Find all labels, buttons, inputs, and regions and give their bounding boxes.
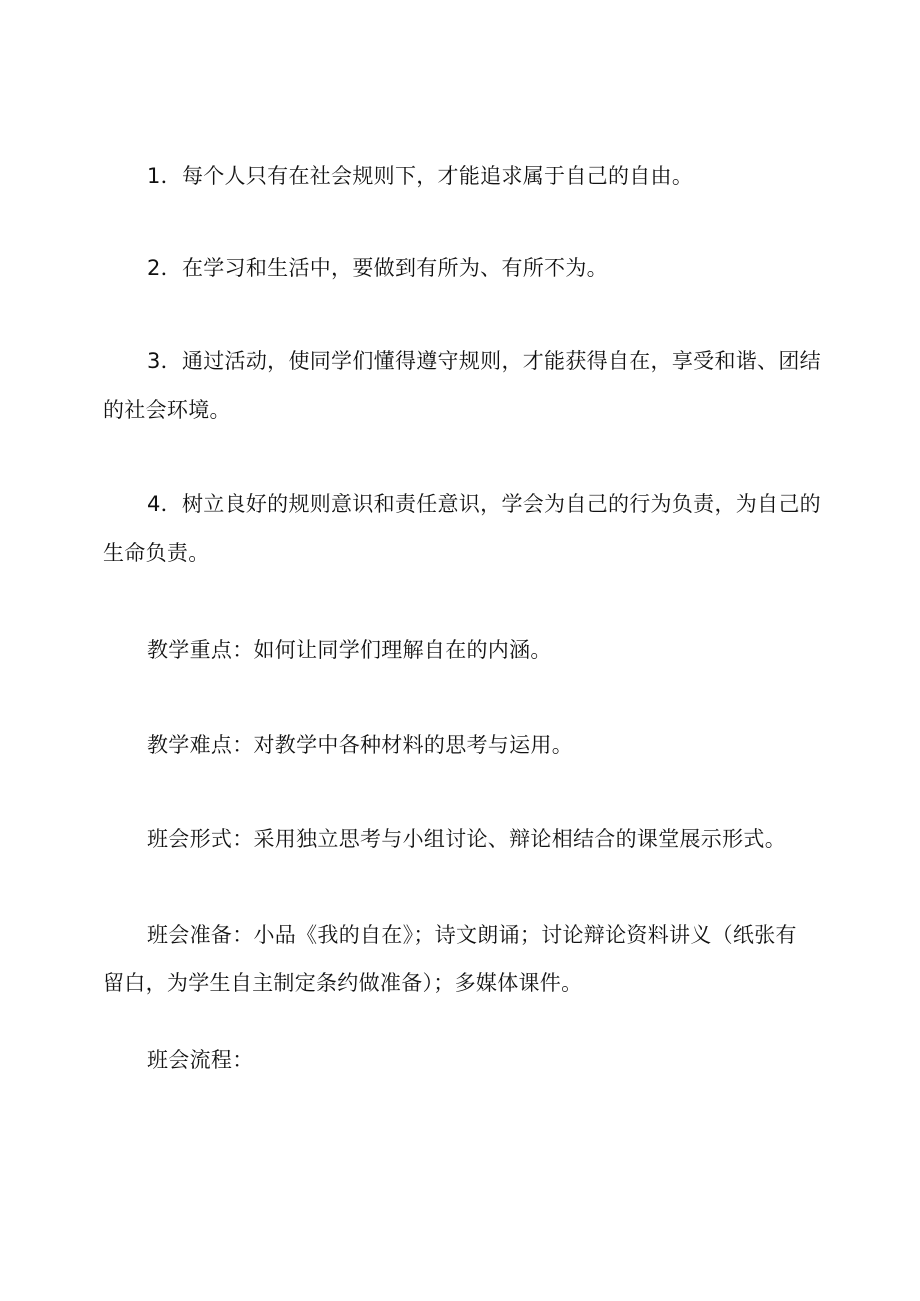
objective-1: 1．每个人只有在社会规则下，才能追求属于自己的自由。: [147, 164, 694, 188]
objective-2: 2．在学习和生活中，要做到有所为、有所不为。: [147, 256, 608, 280]
class-flow-heading: 班会流程：: [147, 1048, 254, 1072]
objective-3-line-1: 3．通过活动，使同学们懂得遵守规则，才能获得自在，享受和谐、团结: [147, 349, 821, 373]
class-form: 班会形式：采用独立思考与小组讨论、辩论相结合的课堂展示形式。: [147, 827, 786, 851]
teaching-difficulty: 教学难点：对教学中各种材料的思考与运用。: [147, 733, 573, 757]
objective-3-line-2: 的社会环境。: [103, 398, 231, 422]
class-prep-line-2: 留白，为学生自主制定条约做准备）；多媒体课件。: [103, 971, 583, 995]
class-prep-line-1: 班会准备：小品《我的自在》；诗文朗诵；讨论辩论资料讲义（纸张有: [147, 923, 797, 947]
objective-4-line-2: 生命负责。: [103, 541, 210, 565]
objective-4-line-1: 4．树立良好的规则意识和责任意识，学会为自己的行为负责，为自己的: [147, 492, 821, 516]
teaching-key: 教学重点：如何让同学们理解自在的内涵。: [147, 638, 552, 662]
